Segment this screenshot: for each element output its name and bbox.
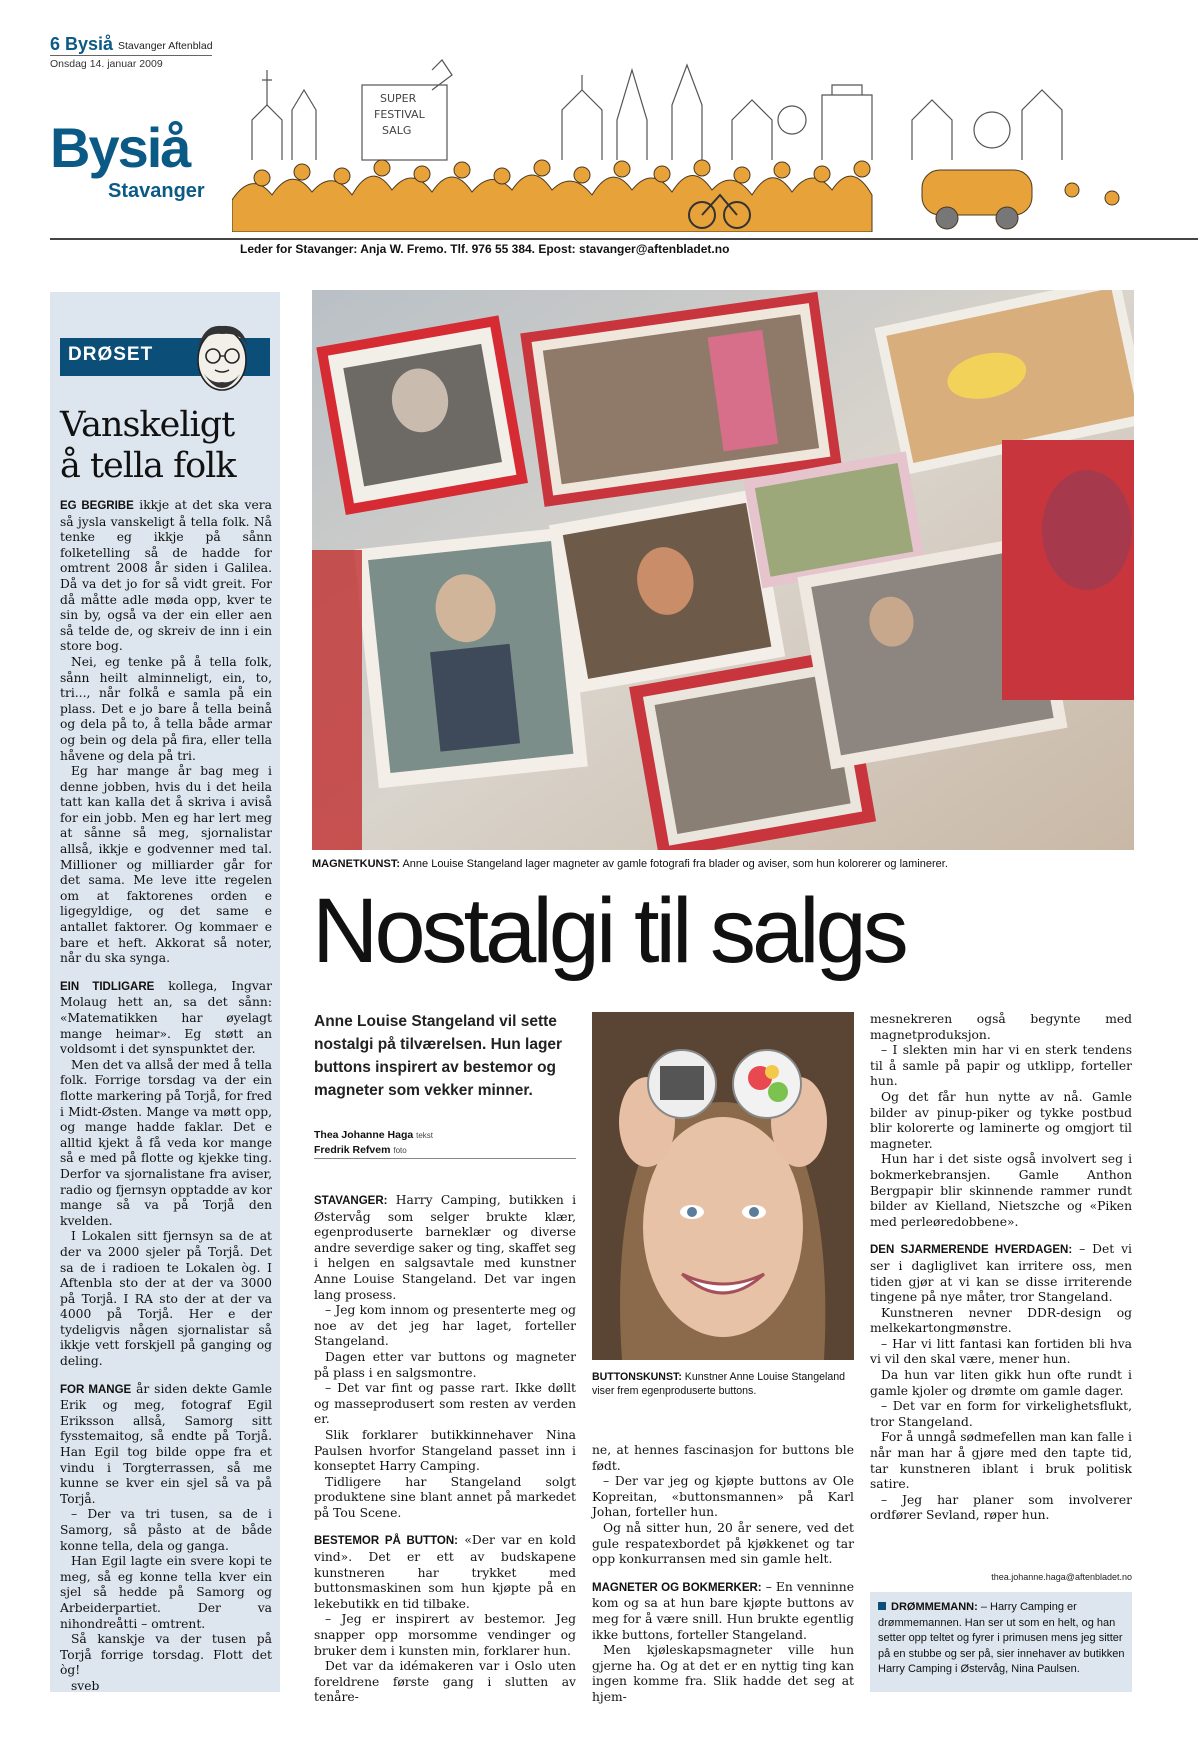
column-text: år siden dekte Gamle Erik og meg, fotograf Egil Eriksson allså, Samorg sitt fysstemaitog, så endte på Torjå. Han Egil tog bilde oppe fra et vindu i Torgterrassen, så me kunne se kver ein sjel så va på Torjå. xyxy=(60,1381,272,1506)
column-signature: sveb xyxy=(71,1678,100,1693)
main-photo-caption xyxy=(312,858,1152,870)
article-paragraph: For å unngå sødmefellen man kan falle i når man har å gjøre med den tapte tid, tar kunstneren iblant i bruk politisk satire. xyxy=(870,1430,1132,1492)
article-paragraph: Dagen etter var buttons og magneter på plass i en salgsmontre. xyxy=(314,1349,576,1380)
article-text: – En venninne kom og sa at hun bare kjøpte buttons av meg for å være snill. Hun brukte egentlig ikke buttons, forteller Stangeland. xyxy=(592,1579,854,1642)
main-photo-magnets xyxy=(312,290,1134,850)
column-paragraph: Eg har mange år bag meg i denne jobben, hvis du i det heila tatt kan kalla det å skriva i aviså for ein jobb. Men eg har lert meg at sånne så meg, sjornalistar allså, ikkje e godvenner med tal. Millioner og milliarder går for det sama. Me leve itte regelen om at faktorenes orden e ligegyldige, og det same e antallet faktorer. Og kommaer e bare et heft. Akkorat så noter, når du ska synga. xyxy=(60,764,272,966)
fact-box-body: – Harry Camping er drømmemannen. Han ser ut som en helt, og han setter opp teltet og fyrer i primusen mens jeg sitter på en stubbe og ser på, sier innehaver av butikken Harry Camping i Østervåg, Nina Paulsen. xyxy=(878,1601,1125,1675)
article-paragraph: ne, at hennes fascinasjon for buttons ble født. xyxy=(592,1443,854,1473)
portrait-caption-text: Kunstner Anne Louise Stangeland viser frem egenproduserte buttons. xyxy=(592,1371,846,1397)
fact-box-label: DRØMMEMANN: xyxy=(891,1601,978,1613)
article-paragraph: Og det får hun nytte av nå. Gamle bilder av pinup-piker og tykke postbud blir kolorerte og laminerte og omgjort til magneter. xyxy=(870,1089,1132,1151)
article-paragraph: mesnekreren også begynte med magnetproduksjon. xyxy=(870,1012,1132,1042)
section-logo-title: Bysiå xyxy=(50,116,190,179)
banner-sign-salg: SALG xyxy=(382,124,412,137)
editor-contact: Tlf. 976 55 384. Epost: stavanger@aftenbladet.no xyxy=(450,242,730,256)
header-rule xyxy=(50,238,1198,240)
main-photo-caption-text: Anne Louise Stangeland lager magneter av gamle fotografi fra blader og aviser, som hun kolorerer og laminerer. xyxy=(400,858,948,870)
portrait-caption xyxy=(592,1370,854,1398)
portrait-caption-label: BUTTONSKUNST: xyxy=(592,1371,682,1383)
column-lead-in: EIN TIDLIGARE xyxy=(60,980,155,993)
article-ingress: Anne Louise Stangeland vil sette nostalgi på tilværelsen. Hun lager buttons inspirert av bestemor og magneter som vekker minner. xyxy=(314,1013,563,1099)
article-paragraph: Hun har i det siste også involvert seg i bokmerkebransjen. Gamle Anthon Bergpapir blir skinnende rammer rundt bilder av Kielland, Nietszche og «Piken med perleøredobbene». xyxy=(870,1152,1132,1229)
article-paragraph: – I slekten min har vi en sterk tendens til å samle på papir og utklipp, forteller hun. xyxy=(870,1043,1132,1089)
article-paragraph: – Det var fint og passe rart. Ikke døllt og masseprodusert som resten av verden er. xyxy=(314,1381,576,1427)
article-lead-in: MAGNETER OG BOKMERKER: xyxy=(592,1581,762,1594)
column-paragraph: Nei, eg tenke på å tella folk, sånn heilt alminneligt, ein, to, tri..., når folkå e samla på ein plass. Det e jo bare å tella beinå og dela på to, å tella både armar og bein og dela på fira, eller tella håvene og dela på tri. xyxy=(60,654,272,763)
article-paragraph: Og nå sitter hun, 20 år senere, ved det gule respatexbordet på kjøkkenet og tar opp konkurransen med sin gamle helt. xyxy=(592,1520,854,1567)
city-banner-illustration xyxy=(232,50,1172,232)
article-paragraph: – Der var jeg og kjøpte buttons av Ole Kopreitan, «buttonsmannen» på Karl Johan, forteller hun. xyxy=(592,1474,854,1520)
article-paragraph: Det var da idémakeren var i Oslo uten foreldrene første gang i slutten av tenåre- xyxy=(314,1659,576,1705)
editor-prefix: Leder for Stavanger: xyxy=(240,242,358,256)
column-paragraph xyxy=(60,979,272,1058)
article-text: – Det vi ser i dagliglivet kan irritere oss, men tiden gjør at vi kan se disse irriterende tingene på nye måter, tror Stangeland. xyxy=(870,1242,1132,1305)
droset-label: DRØSET xyxy=(68,344,154,365)
header-small-rule xyxy=(50,55,212,56)
column-lead-in: FOR MANGE xyxy=(60,1383,132,1396)
column-body xyxy=(60,498,272,1695)
column-title-line-2: å tella folk xyxy=(60,446,236,487)
column-paragraph xyxy=(60,1382,272,1508)
column-paragraph: – Der va tri tusen, sa de i Samorg, så påsto at de både konne tella, dela og ganga. xyxy=(60,1507,272,1553)
article-paragraph: Tidligere har Stangeland solgt produktene sine blant annet på markedet på Tou Scene. xyxy=(314,1474,576,1520)
editor-name: Anja W. Fremo. xyxy=(360,242,447,256)
article-paragraph xyxy=(314,1533,576,1612)
article-paragraph: – Har vi litt fantasi kan fortiden bli hva vi vil den skal være, mener hun. xyxy=(870,1336,1132,1367)
article-headline: Nostalgi til salgs xyxy=(312,880,905,982)
article-paragraph: Men kjøleskapsmagneter ville hun gjerne ha. Og at det er en nyttig ting kan ingen komme fra. Slik hadde det seg at hjem- xyxy=(592,1643,854,1704)
author-email: thea.johanne.haga@aftenbladet.no xyxy=(991,1572,1132,1582)
column-title xyxy=(60,405,275,488)
fact-box-text xyxy=(878,1600,1128,1678)
banner-sign-festival: FESTIVAL xyxy=(374,108,425,121)
page-number: 6 Bysiå xyxy=(50,34,114,54)
article-lead-in: BESTEMOR PÅ BUTTON: xyxy=(314,1535,458,1548)
page-date: Onsdag 14. januar 2009 xyxy=(50,58,163,70)
byline-rule xyxy=(314,1158,576,1159)
byline-photographer-role: foto xyxy=(393,1146,407,1155)
article-paragraph: – Jeg kom innom og presenterte meg og noe av det jeg har laget, forteller Stangeland. xyxy=(314,1303,576,1349)
article-paragraph xyxy=(314,1193,576,1303)
column-text: ikkje at det ska vera så jysla vanskeligt å tella folk. Nå tenke eg ikkje på sånn folketelling så de hadde for omtrent 2008 år siden i Galilea. Då va det jo for så vidt greit. For då måtte adle møda opp, kver te sin by, også va der ein eller aen så telde de, og skreiv de inn i ein store bog. xyxy=(60,498,272,654)
article-text: «Der var en kold vind». Det er ett av budskapene kunstneren har trykket med buttonsmaskinen som hun kjøpte på en lekebutikk en tid tilbake. xyxy=(314,1533,576,1611)
banner-sign-super: SUPER xyxy=(380,92,417,105)
article-paragraph: Slik forklarer butikkinnehaver Nina Paulsen hvorfor Stangeland passet inn i konseptet Harry Camping. xyxy=(314,1427,576,1474)
article-column-1 xyxy=(314,1193,576,1706)
column-text: kollega, Ingvar Molaug hett an, sa det sånn: «Matematikken har øyelagt mange heimar». Eg støtt an voldsomt i det synspunktet der. xyxy=(60,978,272,1057)
column-paragraph: Han Egil lagte ein svere kopi te meg, så eg konne tella kver ein sjel så hedde på Samorg og Arbeiderpartiet. Der va nihondreåtti – omtrent. xyxy=(60,1554,272,1631)
article-column-2 xyxy=(592,1443,854,1706)
column-lead-in: EG BEGRIBE xyxy=(60,500,134,512)
section-logo-subtitle: Stavanger xyxy=(108,180,205,202)
byline-writer: Thea Johanne Haga xyxy=(314,1129,414,1141)
column-title-line-1: Vanskeligt xyxy=(60,405,235,445)
article-lead-in: DEN SJARMERENDE HVERDAGEN: xyxy=(870,1244,1073,1257)
square-bullet-icon xyxy=(878,1602,886,1610)
byline-photographer: Fredrik Refvem xyxy=(314,1144,391,1156)
columnist-caricature xyxy=(182,318,260,406)
main-photo-caption-label: MAGNETKUNST: xyxy=(312,858,400,870)
paper-name: Stavanger Aftenblad xyxy=(118,40,213,52)
column-paragraph: I Lokalen sitt fjernsyn sa de at der va 2000 sjeler på Torjå. Det sa de i radioen te Lokalen òg. I Aftenbla sto der at der va 3000 på Torjå. I RA sto der at der va 4000 på Torjå. Her e der tydeligvis någen sjornalistar så ikkje vett forskjell på ganging og deling. xyxy=(60,1229,272,1369)
article-paragraph: – Jeg har planer som involverer ordfører Sevland, røper hun. xyxy=(870,1492,1132,1523)
editor-line xyxy=(240,242,729,256)
column-paragraph: Men det va allså der med å tella folk. Forrige torsdag va der ein flotte markering på Torjå, for fred i Midt-Østen. Mange va møtt opp, og mange hadde faklar. Det e alltid kjekt å få veda kor mange så e med på flotte og kjekke ting. Derfor va sjornalistane fra aviser, radio og fjernsyn opptadde av kor mange så va på Torjå den kvelden. xyxy=(60,1057,272,1228)
article-byline xyxy=(314,1128,433,1158)
article-paragraph xyxy=(592,1580,854,1643)
column-paragraph: Så kanskje va der tusen på Torjå forrige torsdag. Flott det òg! xyxy=(60,1632,272,1678)
article-paragraph: – Jeg er inspirert av bestemor. Jeg snapper opp morsomme vendinger og bruker dem i kunsten min, forklarer hun. xyxy=(314,1612,576,1658)
column-paragraph xyxy=(60,498,272,655)
article-paragraph: – Det var en form for virkelighetsflukt, tror Stangeland. xyxy=(870,1399,1132,1429)
article-lead-in: STAVANGER: xyxy=(314,1195,388,1207)
article-text: Harry Camping, butikken i Østervåg som selger brukte klær, egenproduserte barneklær og diverse andre severdige saker og ting, skaffet seg i helgen en salgsavtale med kunstner Anne Louise Stangeland. Det var ingen lang prosess. xyxy=(314,1193,576,1302)
article-paragraph: Da hun var liten gikk hun ofte rundt i gamle kjoler og drømte om gamle dager. xyxy=(870,1368,1132,1398)
article-paragraph: Kunstneren nevner DDR-design og melkekartongmønstre. xyxy=(870,1305,1132,1336)
article-paragraph xyxy=(870,1242,1132,1305)
article-column-3 xyxy=(870,1012,1132,1524)
portrait-photo-buttons xyxy=(592,1012,854,1360)
byline-writer-role: tekst xyxy=(416,1131,434,1140)
